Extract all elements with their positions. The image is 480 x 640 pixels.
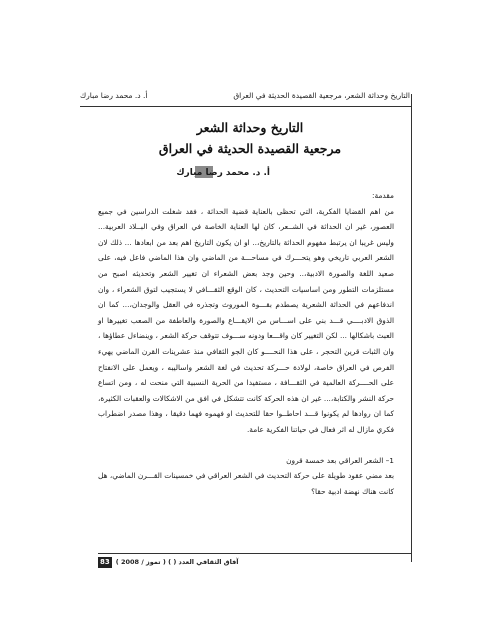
running-header bbox=[80, 88, 410, 104]
journal-name: آفاق الثقافي العدد ( ) ( تموز / 2008 ) bbox=[115, 558, 239, 566]
running-header-title: التاريخ وحداثة الشعر، مرجعية القصيدة الحديثة في العراق bbox=[233, 91, 410, 100]
section-heading: 1– الشعر العراقي بعد خمسة قرون bbox=[286, 455, 394, 465]
author-byline: أ. د. محمد رضا مبارك bbox=[176, 168, 270, 178]
footer-rule bbox=[98, 553, 412, 554]
page-frame-right bbox=[411, 94, 412, 562]
article-body bbox=[98, 188, 394, 499]
header-rule bbox=[80, 106, 412, 107]
page-footer bbox=[98, 556, 239, 568]
paragraph: بعد مضي عقود طويلة على حركة التحديث في الشعر العراقي في خمسينات القـــرن الماضي، هل كانت هناك نهضة ادبية حقا؟ bbox=[98, 471, 394, 496]
paragraph: من اهم القضايا الفكرية، التي تحظى بالعناية قضية الحداثة ، فقد شغلت الدراسين في جميع العصور، غير ان الحداثة في الشــعر، كان لها العناية الخاصة في العراق وفي البــلاد العربية... وليس غريبا ان يرتبط مفهوم الحداثة بالتاريخ،.. او ان يكون التاريخ اهم بعد من ابعادها ... ذلك لان الشعر العربي تاريخي وهو يتحـــرك في مساحـــة من الماضي وان هذا الماضي فاعل فيه، على صعيد اللغة والصورة الادبية،.. وحين وجد بعض الشعراء ان تغيير الشعر وتحديثه اصبح من مستلزمات التطور ومن اساسيات التحديث ، كان الوقع الثقـــافي لا يستجيب لتوق الشعراء ، وان اندفاعهم في الحداثة الشعرية يصطدم بقـــوة الموروث وتجذره في العقل والوجدان،... كما ان الذوق الادبــــي قـــد بني على اســـاس من الايقـــاع والصورة والعاطفة من الصعب تغييرها او العبث باشكالها ... لكن التغيير كان واقـــعا ودونه ســـوف تتوقف حركة الشعر ، وينضاءل عطاؤها ، وان الثبات قرين التحجر ، على هذا النحــــو كان الجو الثقافي منذ عشرينات القرن الماضي يهيء الفرص في العراق خاصة، لولادة حـــركة تحديث في لغة الشعر واساليبه ، ويعمل على الانفتاح على الحــــركة العالمية في الثقـــافة ، مستفيدا من الحرية النسبية التي منحت له ، ومن اتساع حركة النشر والكتابة،... غير ان هذه الحركة كانت تتشكل في افق من الاشكالات والعقبات الكثيرة، كما ان روادها لم يكونوا قـــد احاطــوا حقا للتحديث او فهموه فهما دقيقا ، وهذا مصدر اضطراب فكري مازال له اثر فعال في حياتنا الفكرية عامة. bbox=[98, 206, 394, 434]
intro-heading: مقدمة: bbox=[372, 191, 394, 200]
running-header-author: أ. د. محمد رضا مبارك bbox=[80, 91, 148, 100]
page-number: 83 bbox=[100, 557, 110, 566]
article-title: التاريخ وحداثة الشعر bbox=[196, 120, 304, 135]
article-subtitle: مرجعية القصيدة الحديثة في العراق bbox=[158, 141, 342, 156]
